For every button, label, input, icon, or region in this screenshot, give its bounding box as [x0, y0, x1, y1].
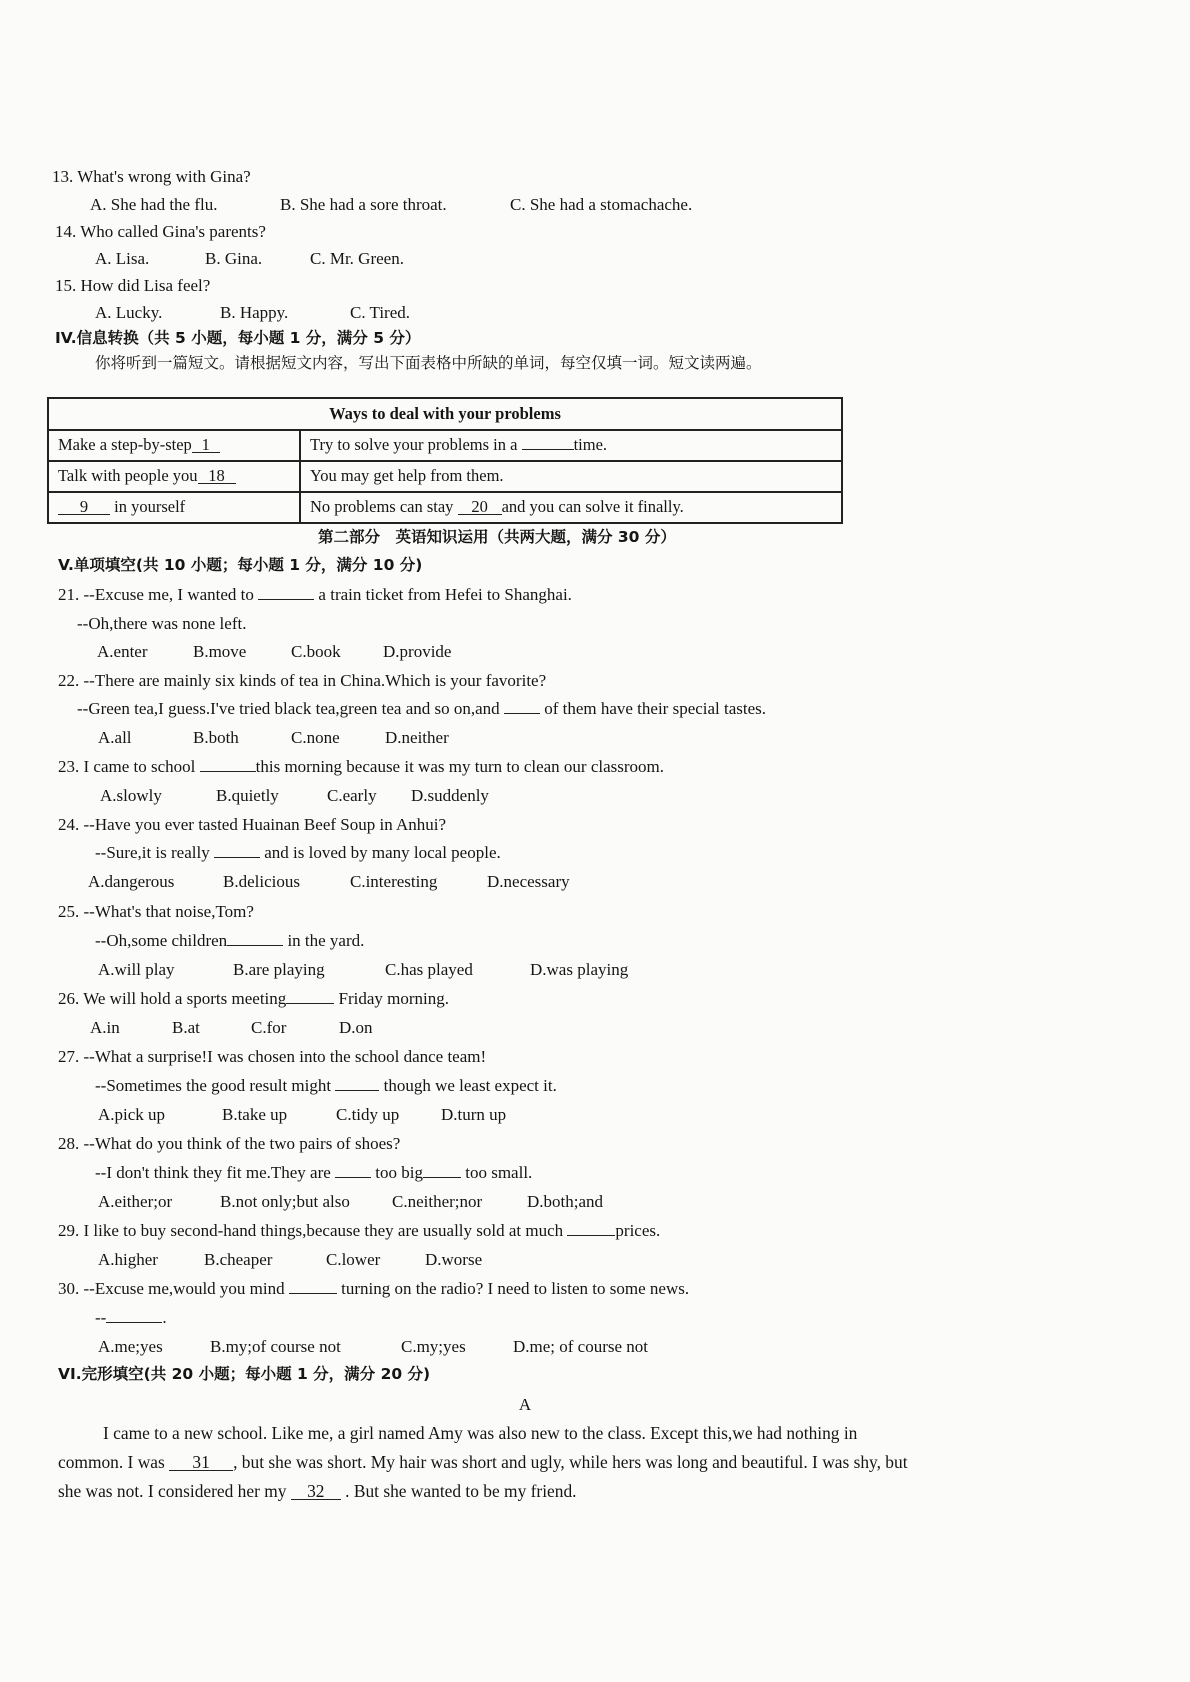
answer-blank: 18 — [198, 468, 236, 484]
question-29-line-1: 29. I like to buy second-hand things,because they are usually sold at much prices. — [58, 1221, 661, 1240]
question-22-option-d: D.neither — [385, 728, 449, 747]
question-29-option-c: C.lower — [326, 1250, 381, 1269]
cell-text: Talk with people you — [58, 466, 198, 486]
question-27-option-a: A.pick up — [98, 1105, 166, 1124]
passage-line-3: she was not. I considered her my 32 . But she wanted to be my friend. — [58, 1481, 577, 1501]
question-22-line-1: 22. --There are mainly six kinds of tea in China.Which is your favorite? — [58, 671, 547, 690]
question-30-option-d: D.me; of course not — [513, 1337, 649, 1356]
answer-blank — [335, 1090, 379, 1091]
question-27-line-1: 27. --What a surprise!I was chosen into the school dance team! — [58, 1047, 487, 1066]
question-22-option-b: B.both — [193, 728, 239, 747]
table-cell — [48, 492, 300, 523]
question-27-option-c: C.tidy up — [336, 1105, 400, 1124]
question-29-option-a: A.higher — [98, 1250, 158, 1269]
cell-text: Try to solve your problems in a — [310, 435, 518, 455]
question-13-stem: 13. What's wrong with Gina? — [52, 167, 251, 186]
answer-blank — [289, 1293, 337, 1294]
question-30-line-1: 30. --Excuse me,would you mind turning on the radio? I need to listen to some news. — [58, 1279, 690, 1298]
table-cell — [48, 461, 300, 492]
question-30-option-c: C.my;yes — [401, 1337, 466, 1356]
table-cell — [300, 461, 842, 492]
question-13-option-a: A. She had the flu. — [90, 195, 218, 214]
passage-line-2: common. I was 31 , but she was short. My hair was short and ugly, while hers was long and beautiful. I was shy, but — [58, 1452, 908, 1472]
section-4-instruction: 你将听到一篇短文。请根据短文内容，写出下面表格中所缺的单词，每空仅填一词。短文读两遍。 — [95, 354, 762, 372]
question-28-line-2: --I don't think they fit me.They are too big too small. — [95, 1163, 533, 1182]
question-14-option-b: B. Gina. — [205, 249, 263, 268]
cell-text: Make a step-by-step — [58, 435, 192, 455]
answer-blank — [504, 713, 540, 714]
question-15-stem: 15. How did Lisa feel? — [55, 276, 211, 295]
question-23-option-c: C.early — [327, 786, 377, 805]
question-25-option-b: B.are playing — [233, 960, 325, 979]
table-row — [48, 461, 842, 492]
question-15-option-a: A. Lucky. — [95, 303, 163, 322]
question-23-option-d: D.suddenly — [411, 786, 489, 805]
question-24-option-b: B.delicious — [223, 872, 300, 891]
section-4-title: IV.信息转换（共 5 小题，每小题 1 分，满分 5 分） — [55, 329, 421, 347]
answer-blank — [522, 449, 574, 450]
question-23-option-a: A.slowly — [100, 786, 162, 805]
question-13-option-c: C. She had a stomachache. — [510, 195, 693, 214]
question-26-option-d: D.on — [339, 1018, 373, 1037]
table-cell — [48, 430, 300, 461]
question-28-option-b: B.not only;but also — [220, 1192, 350, 1211]
question-22-option-a: A.all — [98, 728, 132, 747]
question-28-option-d: D.both;and — [527, 1192, 604, 1211]
question-14-option-c: C. Mr. Green. — [310, 249, 404, 268]
answer-blank — [567, 1235, 615, 1236]
question-24-option-d: D.necessary — [487, 872, 570, 891]
question-24-line-1: 24. --Have you ever tasted Huainan Beef Soup in Anhui? — [58, 815, 447, 834]
question-22-option-c: C.none — [291, 728, 340, 747]
question-23-line-1: 23. I came to school this morning because it was my turn to clean our classroom. — [58, 757, 665, 776]
question-24-option-c: C.interesting — [350, 872, 438, 891]
question-29-option-b: B.cheaper — [204, 1250, 273, 1269]
answer-blank: 31 — [169, 1455, 233, 1471]
question-26-option-c: C.for — [251, 1018, 287, 1037]
question-30-option-a: A.me;yes — [98, 1337, 163, 1356]
cell-text: No problems can stay — [310, 497, 454, 517]
cell-text: in yourself — [114, 497, 186, 517]
question-29-option-d: D.worse — [425, 1250, 483, 1269]
question-28-line-1: 28. --What do you think of the two pairs of shoes? — [58, 1134, 401, 1153]
answer-blank — [106, 1322, 162, 1323]
answer-blank — [286, 1003, 334, 1004]
part-2-title: 第二部分 英语知识运用（共两大题，满分 30 分） — [318, 528, 676, 546]
section-5-title: V.单项填空(共 10 小题；每小题 1 分，满分 10 分) — [58, 556, 423, 574]
question-26-line-1: 26. We will hold a sports meeting Friday morning. — [58, 989, 450, 1008]
question-30-line-2: -- . — [95, 1308, 167, 1327]
cell-text: You may get help from them. — [310, 466, 504, 486]
question-24-option-a: A.dangerous — [88, 872, 175, 891]
question-14-option-a: A. Lisa. — [95, 249, 150, 268]
answer-blank — [214, 857, 260, 858]
question-24-line-2: --Sure,it is really and is loved by many local people. — [95, 843, 501, 862]
table-cell — [300, 492, 842, 523]
answer-blank — [423, 1177, 461, 1178]
table-cell — [300, 430, 842, 461]
answer-blank: 32 — [291, 1484, 341, 1500]
cell-text: time. — [573, 435, 608, 455]
question-26-option-b: B.at — [172, 1018, 200, 1037]
cell-text: and you can solve it finally. — [501, 497, 684, 517]
ways-table-header: Ways to deal with your problems — [48, 398, 842, 430]
answer-blank — [335, 1177, 371, 1178]
table-row — [48, 430, 842, 461]
table-row — [48, 492, 842, 523]
question-21-line-2: --Oh,there was none left. — [77, 614, 247, 633]
question-26-option-a: A.in — [90, 1018, 120, 1037]
question-13-option-b: B. She had a sore throat. — [280, 195, 447, 214]
question-21-option-d: D.provide — [383, 642, 452, 661]
question-25-option-d: D.was playing — [530, 960, 629, 979]
question-22-line-2: --Green tea,I guess.I've tried black tea,green tea and so on,and of them have their special tastes. — [77, 699, 767, 718]
question-15-option-c: C. Tired. — [350, 303, 410, 322]
question-27-line-2: --Sometimes the good result might though we least expect it. — [95, 1076, 557, 1095]
answer-blank — [200, 771, 256, 772]
question-23-option-b: B.quietly — [216, 786, 279, 805]
question-21-line-1: 21. --Excuse me, I wanted to a train ticket from Hefei to Shanghai. — [58, 585, 572, 604]
answer-blank: 20 — [458, 499, 502, 515]
answer-blank — [227, 945, 283, 946]
question-21-option-c: C.book — [291, 642, 341, 661]
question-15-option-b: B. Happy. — [220, 303, 289, 322]
question-21-option-b: B.move — [193, 642, 247, 661]
section-6-title: VI.完形填空(共 20 小题；每小题 1 分，满分 20 分) — [58, 1365, 431, 1383]
question-14-stem: 14. Who called Gina's parents? — [55, 222, 266, 241]
question-30-option-b: B.my;of course not — [210, 1337, 341, 1356]
answer-blank: 9 — [58, 499, 110, 515]
ways-table — [47, 397, 843, 524]
question-25-line-2: --Oh,some children in the yard. — [95, 931, 365, 950]
question-27-option-d: D.turn up — [441, 1105, 507, 1124]
question-27-option-b: B.take up — [222, 1105, 288, 1124]
passage-line-1: I came to a new school. Like me, a girl named Amy was also new to the class. Except this,we had nothing in — [103, 1423, 858, 1443]
question-28-option-a: A.either;or — [98, 1192, 173, 1211]
question-28-option-c: C.neither;nor — [392, 1192, 483, 1211]
answer-blank: 1 — [192, 437, 220, 453]
question-25-option-c: C.has played — [385, 960, 473, 979]
passage-label: A — [518, 1395, 532, 1414]
question-25-line-1: 25. --What's that noise,Tom? — [58, 902, 254, 921]
question-25-option-a: A.will play — [98, 960, 175, 979]
answer-blank — [258, 599, 314, 600]
question-21-option-a: A.enter — [97, 642, 148, 661]
